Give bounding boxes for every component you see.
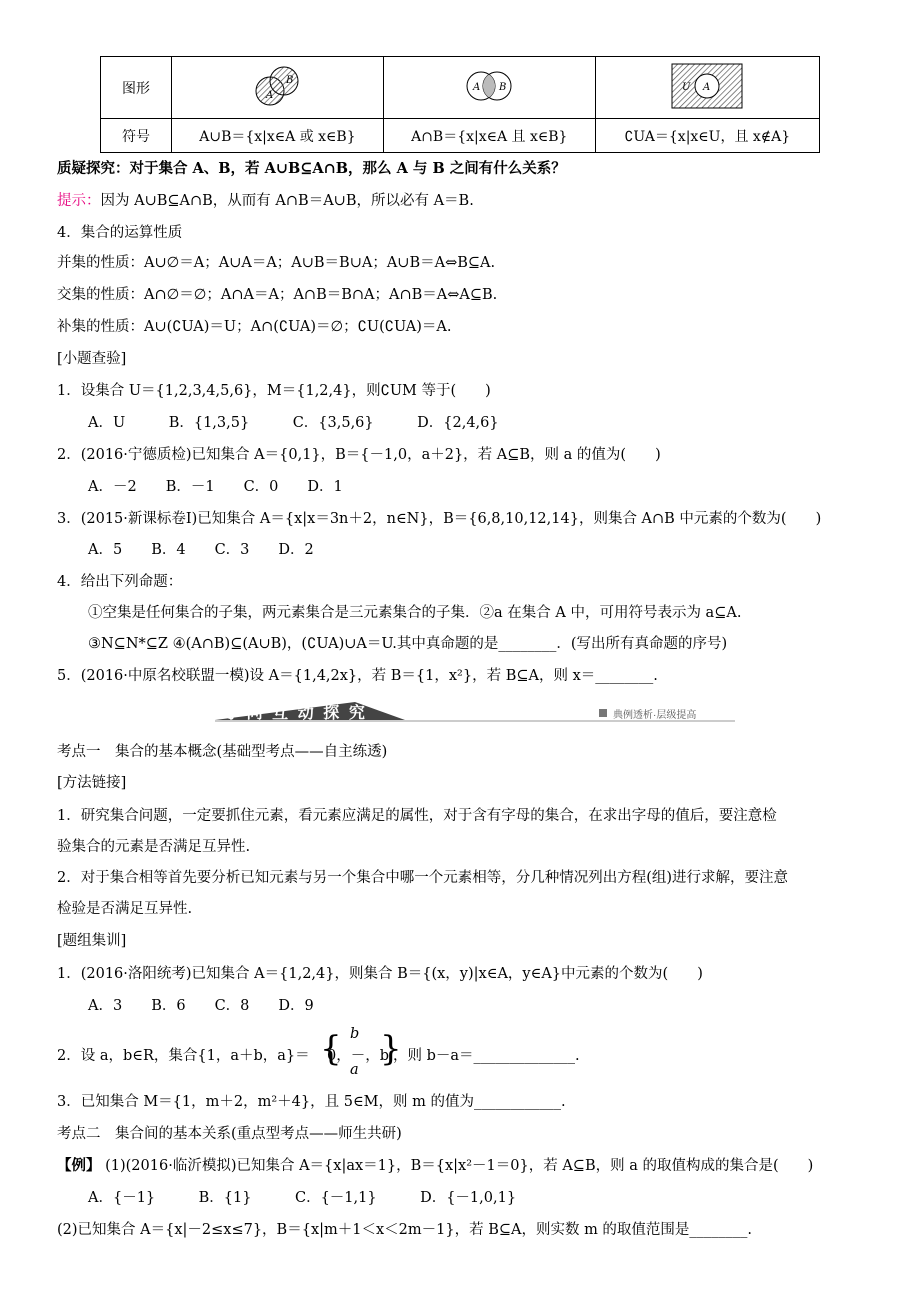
venn-label-u: U (682, 81, 691, 93)
question-2-options: A．－2 B．－1 C．0 D．1 (88, 479, 343, 495)
venn-label-b2: B (499, 81, 507, 93)
union-properties: 并集的性质：A∪∅＝A；A∪A＝A；A∪B＝B∪A；A∪B＝A⇔B⊆A. (57, 255, 496, 271)
training-question-2-start: 2．设 a，b∈R，集合{1，a＋b，a}＝ (57, 1048, 310, 1064)
banner-title: 考 向 互 动 探 究 (221, 703, 367, 722)
topic-1-heading: 考点一 集合的基本概念(基础型考点——自主练透) (57, 744, 388, 760)
section-heading-4: 4．集合的运算性质 (57, 225, 183, 241)
complement-properties: 补集的性质：A∪(∁UA)＝U；A∩(∁UA)＝∅；∁U(∁UA)＝A. (57, 319, 452, 335)
method-link-heading: [方法链接] (57, 775, 127, 791)
training-question-2-set: 0，－，b (327, 1048, 390, 1064)
hint-line (57, 189, 474, 210)
banner-subtitle: 典例透析·层级提高 (613, 710, 697, 721)
question-1-options: A．U B．{1,3,5} C．{3,5,6} D．{2,4,6} (88, 415, 499, 431)
intersection-venn-icon (454, 63, 524, 109)
topic-2-heading: 考点二 集合间的基本关系(重点型考点——师生共研) (57, 1126, 402, 1142)
hint-text: 因为 A∪B⊆A∩B，从而有 A∩B＝A∪B，所以必有 A＝B. (100, 193, 474, 209)
group-training-heading: [题组集训] (57, 933, 127, 949)
method-1-line-1: 1．研究集合问题，一定要抓住元素，看元素应满足的属性，对于含有字母的集合，在求出字母的值后，要注意检 (57, 808, 777, 824)
venn-label-a: A (266, 89, 274, 101)
fraction-denominator: a (350, 1062, 359, 1078)
question-1: 1．设集合 U＝{1,2,3,4,5,6}，M＝{1,2,4}，则∁UM 等于( ) (57, 383, 491, 399)
training-question-2-end: ，则 b－a＝______________. (393, 1048, 580, 1064)
training-question-3: 3．已知集合 M＝{1，m＋2，m²＋4}，且 5∈M，则 m 的值为____________. (57, 1094, 566, 1110)
question-3: 3．(2015·新课标卷Ⅰ)已知集合 A＝{x|x＝3n＋2，n∈N}，B＝{6,8,10,12,14}，则集合 A∩B 中元素的个数为( ) (57, 511, 822, 527)
question-2: 2．(2016·宁德质检)已知集合 A＝{0,1}，B＝{－1,0，a＋2}，若 A⊆B，则 a 的值为( ) (57, 447, 661, 463)
row-label-symbol: 符号 (101, 119, 172, 153)
example-1-options: A．{－1} B．{1} C．{－1,1} D．{－1,0,1} (88, 1190, 517, 1206)
training-question-1-options: A．3 B．6 C．8 D．9 (88, 998, 314, 1014)
union-expr: A∪B＝{x|x∈A 或 x∈B} (172, 119, 384, 153)
question-3-options: A．5 B．4 C．3 D．2 (88, 542, 314, 558)
row-label-figure: 图形 (101, 57, 172, 119)
example-prefix: 【例】 (57, 1157, 101, 1174)
hint-prefix: 提示： (57, 193, 101, 209)
venn-label-a2: A (473, 81, 481, 93)
example-2: (2)已知集合 A＝{x|－2≤x≤7}，B＝{x|m＋1＜x＜2m－1}，若 B⊆A，则实数 m 的取值范围是________. (57, 1222, 753, 1238)
section-banner (215, 700, 735, 724)
fraction-numerator: b (350, 1026, 360, 1042)
intersection-venn-cell (383, 57, 595, 119)
question-4-stmt-a: ①空集是任何集合的子集，两元素集合是三元素集合的子集．②a 在集合 A 中，可用符号表示为 a⊆A. (88, 605, 742, 621)
method-2-line-2: 检验是否满足互异性. (57, 901, 193, 917)
intersection-properties: 交集的性质：A∩∅＝∅；A∩A＝A；A∩B＝B∩A；A∩B＝A⇔A⊆B. (57, 287, 498, 303)
quick-check-heading: [小题查验] (57, 351, 127, 367)
training-question-1: 1．(2016·洛阳统考)已知集合 A＝{1,2,4}，则集合 B＝{(x，y)|x∈A，y∈A}中元素的个数为( ) (57, 966, 703, 982)
question-5: 5．(2016·中原名校联盟一模)设 A＝{1,4,2x}，若 B＝{1，x²}，若 B⊆A，则 x＝________. (57, 668, 658, 684)
intersection-expr: A∩B＝{x|x∈A 且 x∈B} (383, 119, 595, 153)
example-1-text: (1)(2016·临沂模拟)已知集合 A＝{x|ax＝1}，B＝{x|x²－1＝0}，若 A⊆B，则 a 的取值构成的集合是( ) (105, 1158, 814, 1174)
set-brace-left: { (320, 1029, 342, 1069)
union-venn-icon (242, 63, 312, 109)
complement-venn-icon (669, 61, 745, 111)
question-4-stmt-b: ③N⊆N*⊆Z ④(A∩B)⊆(A∪B)，(∁UA)∪A＝U.其中真命题的是________．(写出所有真命题的序号) (88, 636, 728, 652)
set-brace-right: } (380, 1029, 402, 1069)
venn-label-a3: A (703, 81, 711, 93)
union-venn-cell (172, 57, 384, 119)
method-1-line-2: 验集合的元素是否满足互异性. (57, 839, 251, 855)
venn-label-b: B (286, 74, 294, 86)
question-4: 4．给出下列命题： (57, 574, 183, 590)
set-operations-table (100, 56, 820, 153)
complement-expr: ∁UA＝{x|x∈U，且 x∉A} (595, 119, 819, 153)
question-explore: 质疑探究：对于集合 A、B，若 A∪B⊆A∩B，那么 A 与 B 之间有什么关系？ (57, 160, 566, 177)
method-2-line-1: 2．对于集合相等首先要分析已知元素与另一个集合中哪一个元素相等，分几种情况列出方程(组)进行求解，要注意 (57, 870, 789, 886)
example-1 (57, 1154, 813, 1175)
complement-venn-cell (595, 57, 819, 119)
